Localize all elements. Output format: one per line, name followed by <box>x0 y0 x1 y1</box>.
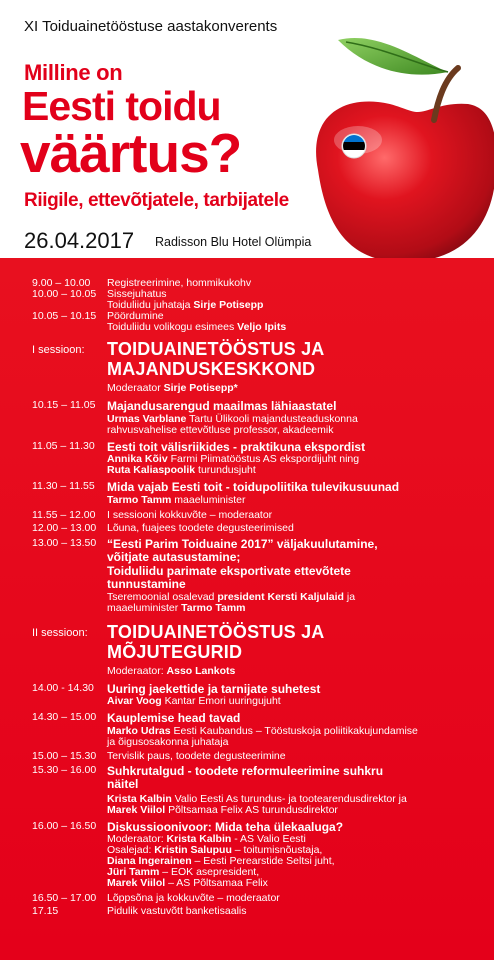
row-text: Sissejuhatus <box>107 288 167 300</box>
speaker-name: Krista Kalbin <box>107 792 172 805</box>
session-title: MÕJUTEGURID <box>107 641 243 662</box>
row-text: Pidulik vastuvõtt banketisaalis <box>107 905 247 917</box>
row-text: Lõppsõna ja kokkuvõte – moderaator <box>107 892 280 904</box>
speaker-name: president Kersti Kaljulaid <box>217 590 344 603</box>
schedule-row <box>0 289 494 311</box>
headline-line-2: Eesti toidu <box>22 83 221 129</box>
event-date: 26.04.2017 <box>24 228 135 253</box>
speaker-detail: Kantar Emori uuringujuht <box>161 695 281 707</box>
session-title: TOIDUAINETÖÖSTUS JA <box>107 621 325 642</box>
speaker-name: Tarmo Tamm <box>107 493 172 506</box>
moderator-name: Krista Kalbin <box>166 833 232 845</box>
speaker-detail: rahvusvahelise ettevõtluse professor, akadeemik <box>107 423 334 436</box>
row-time: 11.55 – 12.00 <box>32 508 96 521</box>
session-label: I sessioon: <box>32 344 85 356</box>
headline-subtitle: Riigile, ettevõtjatele, tarbijatele <box>24 190 289 211</box>
schedule-row <box>0 821 494 890</box>
talk-title: näitel <box>107 777 139 791</box>
schedule-row <box>0 523 494 534</box>
row-time: 15.30 – 16.00 <box>32 763 97 776</box>
participant-detail: – Eesti Perearstide Seltsi juht, <box>191 855 335 867</box>
speaker-detail: Tartu Ülikooli majandusteaduskonna <box>186 412 358 425</box>
row-detail: Toiduliidu juhataja <box>107 299 194 311</box>
talk-title: Diskussioonivoor: Mida teha ülekaaluga? <box>107 819 344 834</box>
participant-name: Kristin Salupuu <box>154 844 232 856</box>
row-time: 15.00 – 15.30 <box>32 749 97 762</box>
speaker-detail: Eesti Kaubandus – Tööstuskoja poliitikakujundamise <box>170 724 418 737</box>
row-detail: Tseremoonial osalevad <box>107 590 218 603</box>
schedule-row <box>0 311 494 333</box>
talk-title: Suhkrutalgud - toodete reformuleerimine suhkru <box>107 763 384 778</box>
apple-illustration <box>298 20 494 258</box>
talk-title: Majandusarengud maailmas lähiaastatel <box>107 399 337 413</box>
poster-header <box>0 0 494 258</box>
speaker-name: Tarmo Tamm <box>181 601 246 614</box>
participant-name: Diana Ingerainen <box>107 855 192 867</box>
row-time: 12.00 – 13.00 <box>32 521 97 534</box>
talk-title: võitjate autasustamine; <box>107 550 241 564</box>
row-text: Pöördumine <box>107 310 164 322</box>
moderator-name: Sirje Potisepp* <box>163 382 238 394</box>
row-time: 11.30 – 11.55 <box>32 480 95 492</box>
talk-title: Kauplemise head tavad <box>107 711 241 725</box>
row-time: 10.00 – 10.05 <box>32 288 97 300</box>
schedule-row <box>0 400 494 436</box>
row-detail: ja <box>343 590 356 603</box>
talk-title: Uuring jaekettide ja tarnijate suhetest <box>107 681 321 696</box>
row-time: 16.50 – 17.00 <box>32 892 97 904</box>
row-text: Registreerimine, hommikukohv <box>107 277 252 289</box>
session-label: II sessioon: <box>32 626 88 639</box>
schedule-row <box>0 765 494 816</box>
row-text: Lõuna, fuajees toodete degusteerimised <box>107 521 294 534</box>
schedule-row <box>0 751 494 762</box>
speaker-detail: maaeluminister <box>171 493 246 506</box>
row-time: 9.00 – 10.00 <box>32 277 91 289</box>
speaker-detail: Põltsamaa Felix AS turundusdirektor <box>165 803 338 816</box>
schedule-row <box>0 683 494 708</box>
program-schedule <box>0 258 494 960</box>
row-time: 10.05 – 10.15 <box>32 310 97 322</box>
headline-line-1: Milline on <box>24 60 123 85</box>
schedule-row <box>0 441 494 477</box>
schedule-row <box>0 906 494 917</box>
session-header <box>0 622 494 677</box>
talk-title: Toiduliidu parimate eksportivate ettevõtete <box>107 563 351 578</box>
session-header <box>0 339 494 394</box>
row-time: 17.15 <box>32 905 59 917</box>
moderator-label: Moderaator <box>107 382 164 394</box>
participants-label: Osalejad: <box>107 844 155 856</box>
row-time: 13.00 – 13.50 <box>32 536 97 549</box>
participant-name: Marek Viilol <box>107 877 166 889</box>
headline-line-3: väärtus? <box>20 122 242 184</box>
row-time: 14.00 - 14.30 <box>32 681 94 694</box>
speaker-name: Veljo Ipits <box>237 321 287 333</box>
session-title: MAJANDUSKESKKOND <box>107 359 316 379</box>
row-text: I sessiooni kokkuvõte – moderaator <box>107 508 273 521</box>
talk-title: Eesti toit välisriikides - praktikuna ekspordist <box>107 439 366 454</box>
row-text: Tervislik paus, toodete degusteerimine <box>107 749 286 762</box>
row-detail: maaeluminister <box>107 601 182 614</box>
row-time: 11.05 – 11.30 <box>32 439 95 452</box>
session-title: TOIDUAINETÖÖSTUS JA <box>107 339 325 359</box>
speaker-name: Sirje Potisepp <box>193 299 264 311</box>
participant-detail: – toitumisnõustaja, <box>231 844 323 856</box>
schedule-row <box>0 538 494 614</box>
speaker-detail: Valio Eesti As turundus- ja tootearendusdirektor ja <box>171 792 407 805</box>
row-time: 10.15 – 11.05 <box>32 399 96 411</box>
moderator-label: Moderaator: <box>107 664 167 677</box>
participant-detail: – AS Põltsamaa Felix <box>165 877 268 889</box>
speaker-name: Aivar Voog <box>107 695 162 707</box>
moderator-label: Moderaator: <box>107 833 167 845</box>
estonian-flag-badge <box>342 134 366 158</box>
schedule-row <box>0 510 494 521</box>
apple-body <box>316 102 494 258</box>
row-detail: Toiduliidu volikogu esimees <box>107 321 238 333</box>
moderator-name: Asso Lankots <box>166 664 236 677</box>
speaker-name: Urmas Varblane <box>107 412 187 425</box>
speaker-detail: ja õigusosakonna juhataja <box>107 735 229 748</box>
row-time: 16.00 – 16.50 <box>32 819 97 832</box>
schedule-row <box>0 893 494 904</box>
speaker-detail: Farmi Piimatööstus AS ekspordijuht ning <box>167 453 360 465</box>
schedule-row <box>0 481 494 506</box>
talk-title: Mida vajab Eesti toit - toidupoliitika tulevikusuunad <box>107 480 400 494</box>
schedule-row <box>0 712 494 748</box>
talk-title: “Eesti Parim Toiduaine 2017” väljakuulutamine, <box>107 536 378 551</box>
speaker-name: Marek Viilol <box>107 803 166 816</box>
conference-title: XI Toiduainetööstuse aastakonverents <box>24 18 278 35</box>
row-time: 14.30 – 15.00 <box>32 711 97 723</box>
speaker-name: Ruta Kaliaspoolik <box>107 464 196 476</box>
speaker-name: Marko Udras <box>107 724 171 737</box>
speaker-name: Annika Kõiv <box>107 453 168 465</box>
participant-detail: – EOK asepresident, <box>159 866 260 878</box>
talk-title: tunnustamine <box>107 577 186 591</box>
speaker-detail: turundusjuht <box>195 464 256 476</box>
participant-name: Jüri Tamm <box>107 866 160 878</box>
event-venue: Radisson Blu Hotel Olümpia <box>155 235 312 249</box>
moderator-detail: - AS Valio Eesti <box>231 833 306 845</box>
